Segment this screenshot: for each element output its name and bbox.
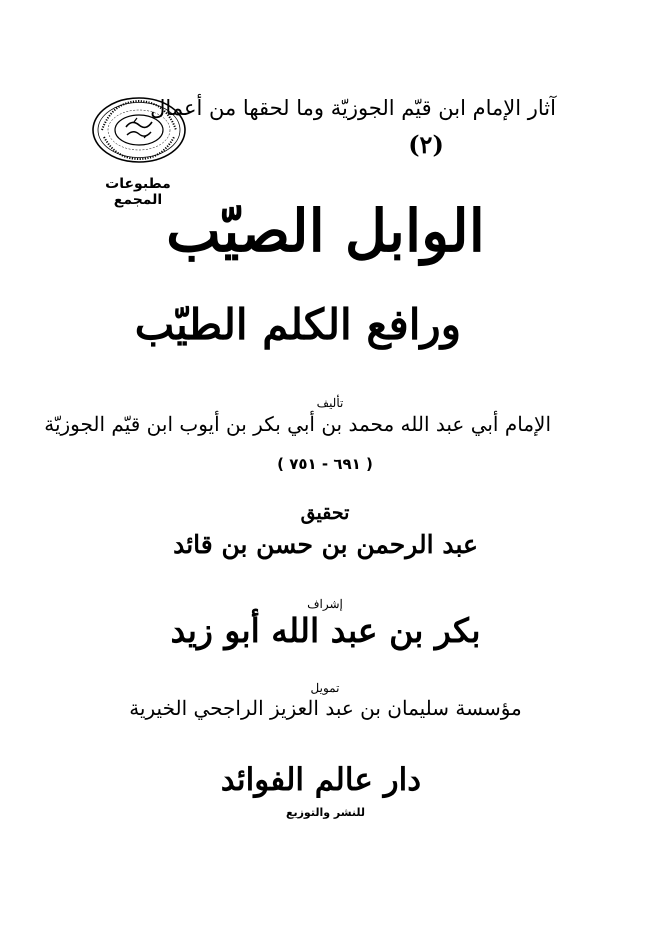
authorship-label: تأليف: [316, 396, 344, 410]
publisher-distribution: للنشر والتوزيع: [285, 806, 366, 819]
funder-name: مؤسسة سليمان بن عبد العزيز الراجحي الخيرية: [129, 696, 522, 720]
author-name: الإمام أبي عبد الله محمد بن أبي بكر بن أيوب ابن قيّم الجوزيّة: [44, 412, 551, 436]
author-dates: ( ٦٩١ - ٧٥١ ): [277, 455, 373, 473]
supervisor-name: بكر بن عبد الله أبو زيد: [170, 611, 481, 650]
editor-name: عبد الرحمن بن حسن بن قائد: [173, 530, 478, 559]
academy-seal-icon: [90, 95, 188, 165]
publisher-name: دار عالم الفوائد: [220, 762, 421, 798]
editing-label: تحقيق: [300, 502, 350, 524]
book-subtitle: ورافع الكلم الطيّب: [134, 300, 461, 349]
supervision-label: إشراف: [307, 597, 343, 611]
funding-label: تمويل: [310, 681, 340, 695]
volume-number: (٢): [408, 130, 444, 159]
book-title: الوابل الصيّب: [166, 197, 485, 265]
series-title: آثار الإمام ابن قيّم الجوزيّة وما لحقها من أعمال: [150, 96, 556, 120]
publisher-label: مطبوعات المجمع: [105, 176, 171, 208]
